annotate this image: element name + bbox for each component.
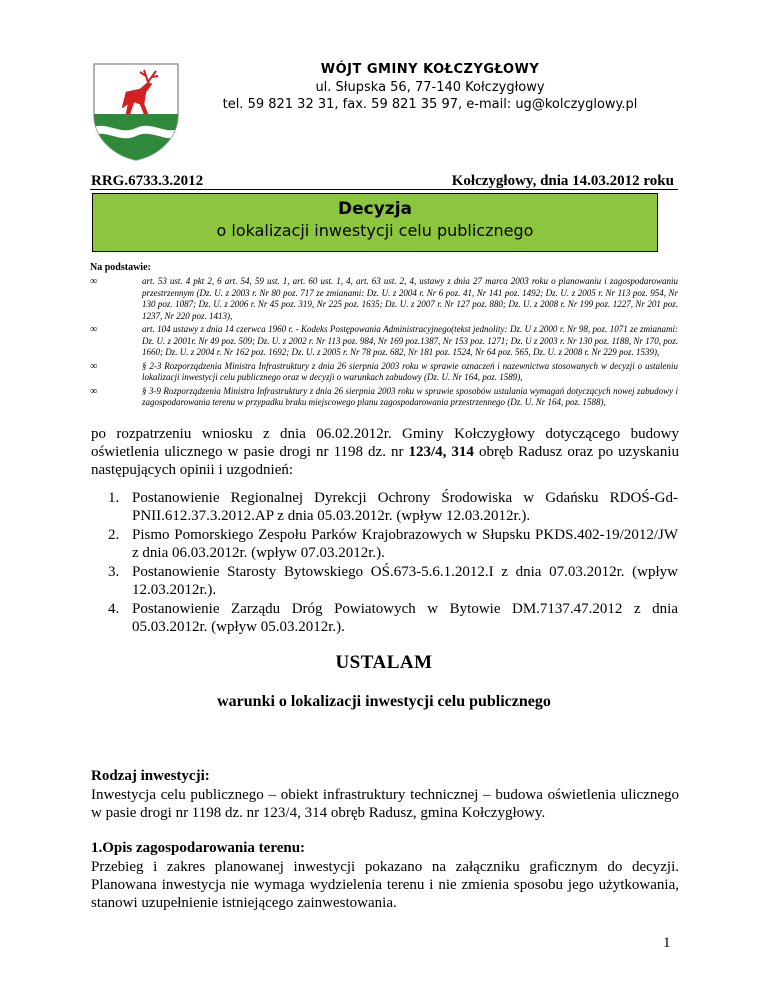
section-1-text: Przebieg i zakres planowanej inwestycji pokazano na załączniku graficznym do decyzji. Planowana inwestycja nie wymaga wydzielenia terenu i nie zmienia sposobu jego użytkowania, stanowi uzupełnienie istniejącego zainwestowania. [91,859,679,911]
decision-subtitle: o lokalizacji inwestycji celu publicznego [216,221,534,240]
opinion-item: 3. Postanowienie Starosty Bytowskiego OŚ.673-5.6.1.2012.I z dnia 07.03.2012r. (wpływ 12.03.2012r.). [108,564,678,598]
intro-paragraph: po rozpatrzeniu wniosku z dnia 06.02.2012r. Gminy Kołczygłowy dotyczącego budowy oświetlenia ulicznego w pasie drogi nr 1198 dz. nr 123/4, 314 obręb Radusz oraz po uzyskaniu następujących opinii i uzgodnień: [91,426,679,478]
opinion-item: 2. Pismo Pomorskiego Zespołu Parków Krajobrazowych w Słupsku PKDS.402-19/2012/JW z dnia 06.03.2012r. (wpływ 07.03.2012r.). [108,527,678,561]
investment-type-text: Inwestycja celu publicznego – obiekt infrastruktury technicznej – budowa oświetlenia ulicznego w pasie drogi nr 1198 dz. nr 123/4, 314 obręb Radusz, gmina Kołczygłowy. [91,787,679,821]
infinity-bullet-icon: ∞ [90,385,98,397]
decision-title: Decyzja [338,199,412,219]
legal-basis-title: Na podstawie: [90,262,151,273]
legal-basis-item: ∞ art. 53 ust. 4 pkt 2, 6 art. 54, 59 ust. 1, art. 60 ust. 1, 4, art. 63 ust. 2, 4, ustawy z dnia 27 marca 2003 roku o planowaniu i zagospodarowaniu przestrzennym (Dz. U. z 2003 r. Nr 80 poz. 717 ze zmianami: Dz. U. z 2004 r. Nr 6 poz. 41, Nr 141 poz. 1492; Dz. U. z 2005 r. Nr 113 poz. 954, Nr 130 poz. 1087; Dz. U. z 2006 r. Nr 45 poz. 319, Nr 225 poz. 1635; Dz. U. z 2007 r. Nr 127 poz. 880; Dz. U. z 2008 r. Nr 199 poz. 1227, Nr 201 poz. 1237, Nr 220 poz. 1413), [90,276,678,321]
legal-basis-list [90,276,678,411]
infinity-bullet-icon: ∞ [90,276,98,287]
parcel-numbers: 123/4, 314 [408,444,474,460]
infinity-bullet-icon: ∞ [90,324,98,335]
page-number: 1 [663,935,671,951]
issuer-address: ul. Słupska 56, 77-140 Kołczygłowy [315,80,545,95]
opinions-list [108,489,678,637]
ustalam-heading: USTALAM [335,652,433,673]
opinion-item: 4. Postanowienie Zarządu Dróg Powiatowych w Bytowie DM.7137.47.2012 z dnia 05.03.2012r. (wpływ 05.03.2012r.). [108,601,678,635]
infinity-bullet-icon: ∞ [90,360,98,372]
header-divider [90,189,678,190]
section-1-title: 1.Opis zagospodarowania terenu: [91,840,306,856]
investment-type-title: Rodzaj inwestycji: [91,768,210,784]
legal-basis-item: ∞ art. 104 ustawy z dnia 14 czerwca 1960 r. - Kodeks Postępowania Administracyjnego(tekst jednolity: Dz. U z 2000 r. Nr 98, poz. 1071 ze zmianami: Dz. U. z 2001r. Nr 49 poz. 509; Dz. U. z 2002 r. Nr 113 poz. 984, Nr 169 poz.1387, Nr 153 poz. 1271; Dz. U z 2003 r. Nr 130 poz. 1188, Nr 170, poz. 1660; Dz. U. z 2004 r. Nr 162 poz. 1692; Dz. U. z 2005 r. Nr 78 poz. 682, Nr 181 poz. 1524, Nr 64 poz. 565, Dz. U. z 2008 r. Nr 229 poz. 1539), [90,324,678,357]
legal-basis-item: ∞ § 3-9 Rozporządzenia Ministra Infrastruktury z dnia 26 sierpnia 2003 roku w sprawie sposobów ustalania wymagań dotyczących nowej zabudowy i zagospodarowania terenu w przypadku braku miejscowego planu zagospodarowania przestrzennego (Dz. U. Nr 164, poz. 1588), [90,385,678,407]
issuer-title: WÓJT GMINY KOŁCZYGŁOWY [320,62,540,77]
issuer-contact: tel. 59 821 32 31, fax. 59 821 35 97, e-mail: ug@kolczyglowy.pl [222,97,638,112]
decision-banner [92,193,658,252]
place-date: Kołczygłowy, dnia 14.03.2012 roku [451,173,674,189]
coat-of-arms-icon [92,62,180,162]
opinion-item: 1. Postanowienie Regionalnej Dyrekcji Ochrony Środowiska w Gdańsku RDOŚ-Gd-PNII.612.37.3.2012.AP z dnia 05.03.2012r. (wpływ 12.03.2012r.). [108,490,678,524]
reference-number: RRG.6733.3.2012 [91,173,204,189]
conditions-heading: warunki o lokalizacji inwestycji celu publicznego [217,693,551,710]
legal-basis-item: ∞ § 2-3 Rozporządzenia Ministra Infrastruktury z dnia 26 sierpnia 2003 roku w sprawie oznaczeń i nazewnictwa stosowanych w decyzji o ustaleniu lokalizacji inwestycji celu publicznego oraz w decyzji o warunkach zabudowy (Dz. U. Nr 164, poz. 1589), [90,360,678,382]
